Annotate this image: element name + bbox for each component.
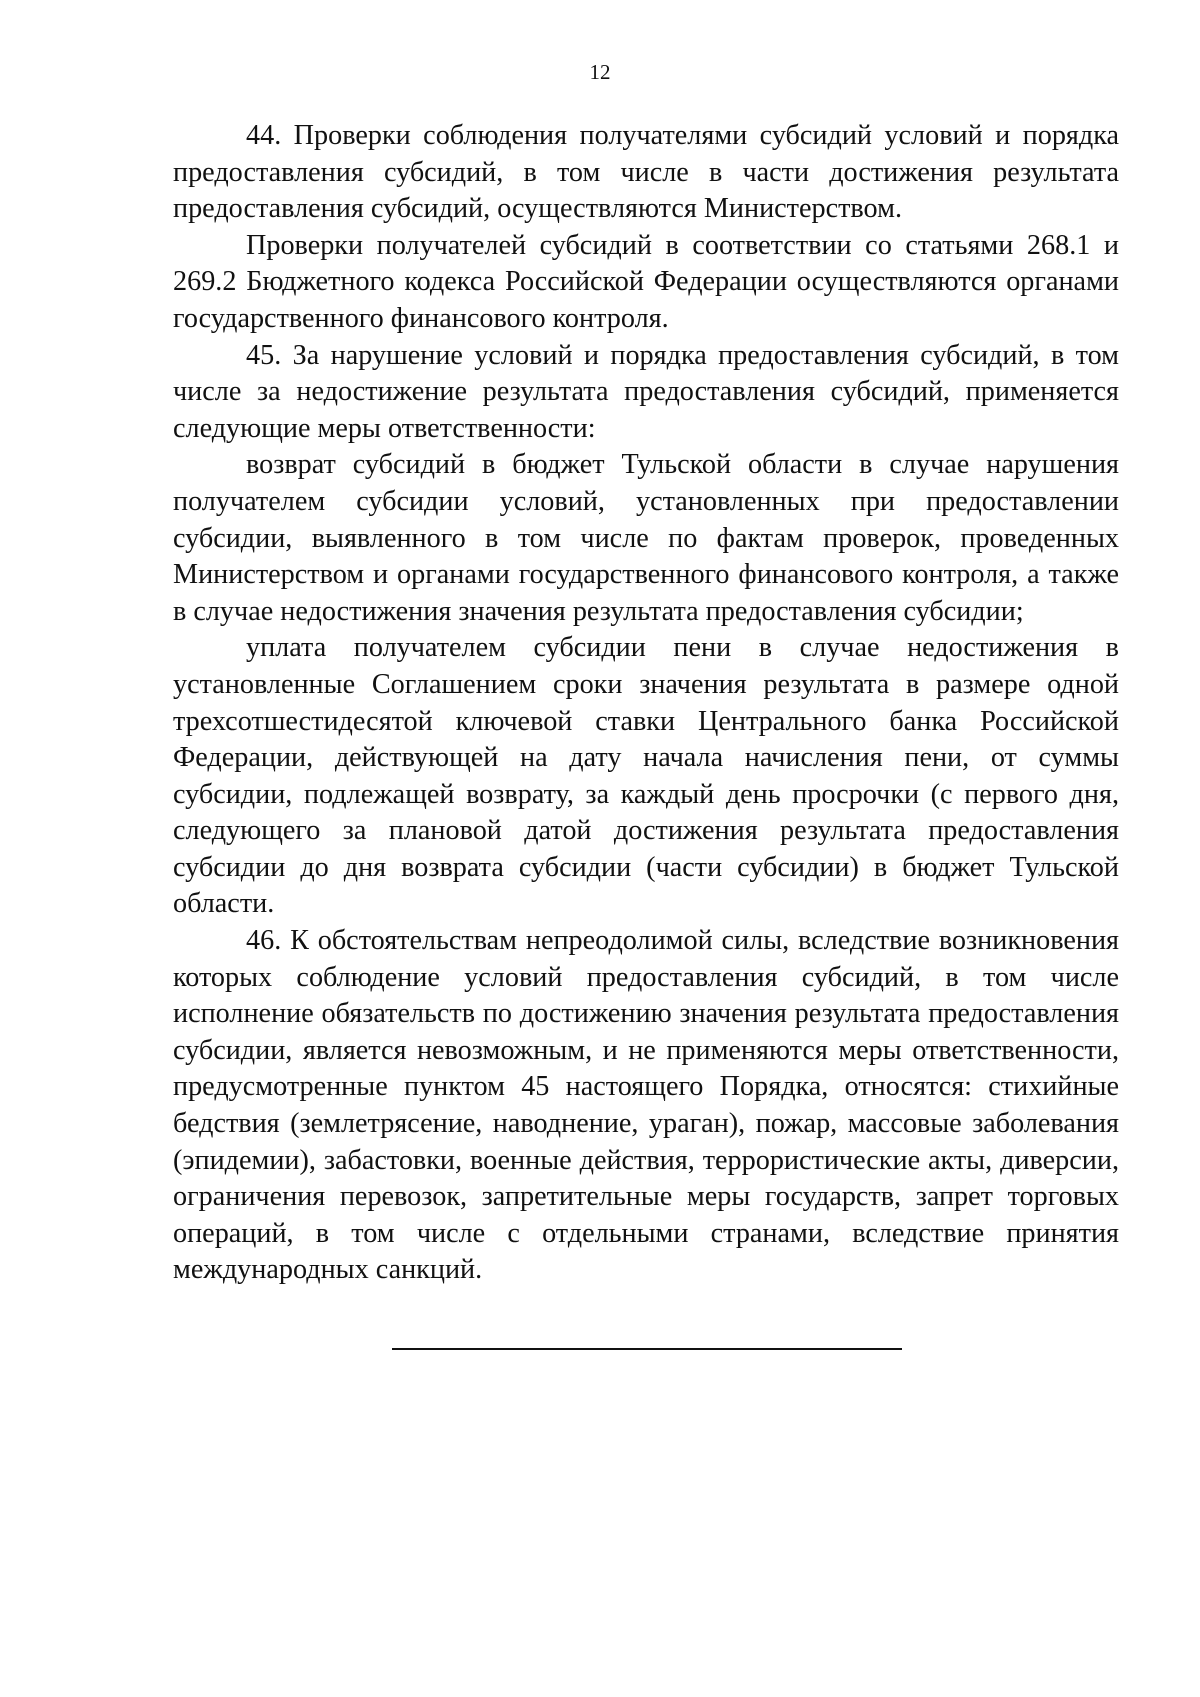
end-rule bbox=[392, 1348, 902, 1350]
page-number: 12 bbox=[589, 60, 611, 84]
document-body bbox=[173, 118, 1119, 1289]
paragraph-44-inspections: Проверки получателей субсидий в соответствии со статьями 268.1 и 269.2 Бюджетного кодекса Российской Федерации осуществляются органами государственного финансового контроля. bbox=[173, 229, 1119, 334]
paragraph-45-refund: возврат субсидий в бюджет Тульской области в случае нарушения получателем субсидии условий, установленных при предоставлении субсидии, выявленного в том числе по фактам проверок, проведенных Министерством и органами государственного финансового контроля, а также в случае недостижения значения результата предоставления субсидии; bbox=[173, 449, 1119, 627]
paragraph-45-penalty: уплата получателем субсидии пени в случае недостижения в установленные Соглашением сроки значения результата в размере одной трехсотшестидесятой ключевой ставки Центрального банка Российской Федерации, действующей на дату начала начисления пени, от суммы субсидии, подлежащей возврату, за каждый день просрочки (с первого дня, следующего за плановой датой достижения результата предоставления субсидии до дня возврата субсидии (части субсидии) в бюджет Тульской области. bbox=[173, 632, 1119, 920]
paragraph-46: 46. К обстоятельствам непреодолимой силы, вследствие возникновения которых соблюдение условий предоставления субсидий, в том числе исполнение обязательств по достижению значения результата предоставления субсидии, является невозможным, и не применяются меры ответственности, предусмотренные пунктом 45 настоящего Порядка, относятся: стихийные бедствия (землетрясение, наводнение, ураган), пожар, массовые заболевания (эпидемии), забастовки, военные действия, террористические акты, диверсии, ограничения перевозок, запретительные меры государств, запрет торговых операций, в том числе с отдельными странами, вследствие принятия международных санкций. bbox=[173, 925, 1119, 1286]
paragraph-45: 45. За нарушение условий и порядка предоставления субсидий, в том числе за недостижение результата предоставления субсидий, применяется следующие меры ответственности: bbox=[173, 339, 1119, 444]
paragraph-44: 44. Проверки соблюдения получателями субсидий условий и порядка предоставления субсидий, в том числе в части достижения результата предоставления субсидий, осуществляются Министерством. bbox=[173, 120, 1119, 225]
